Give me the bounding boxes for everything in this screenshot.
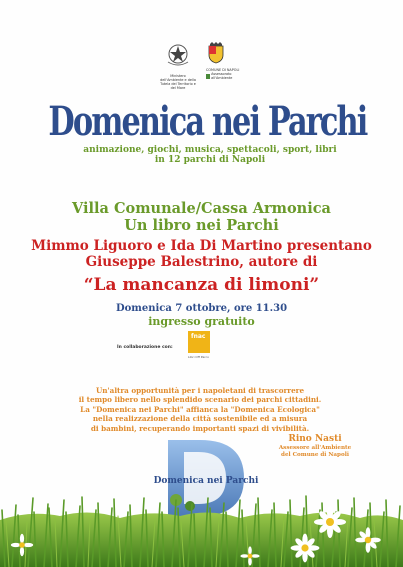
event-title: Domenica nei Parchi xyxy=(48,98,367,145)
book-title: “La mancanza di limoni” xyxy=(83,275,320,295)
fnac-label: fnac xyxy=(191,333,206,340)
entry-info: ingresso gratuito xyxy=(148,315,255,328)
message-line: di bambini, recuperando importanti spazi di vivibilità. xyxy=(90,423,310,433)
fnac-caption: Libri Off Parco xyxy=(188,355,209,359)
presenters-line-2: Giuseppe Balestrino, autore di xyxy=(85,254,318,270)
collab-label: In collaborazione con: xyxy=(117,345,173,350)
presenters-line-1: Mimmo Liguoro e Ida Di Martino presentano xyxy=(31,238,372,254)
venue: Villa Comunale/Cassa Armonica xyxy=(72,200,331,217)
ministry-caption: Ministero dell'Ambiente e della Tutela del Territorio e del Mare xyxy=(160,74,196,90)
message-line: nella realizzazione della città sostenibile ed a misura xyxy=(92,414,308,424)
message-line: Un'altra opportunità per i napoletani di trascorrere xyxy=(95,386,305,395)
message-line: La "Domenica nei Parchi" affianca la "Domenica Ecologica" xyxy=(80,404,320,414)
comune-label: COMUNE DI NAPOLI xyxy=(206,68,240,72)
signature-name: Rino Nasti xyxy=(288,434,342,444)
event-date: Domenica 7 ottobre, ore 11.30 xyxy=(115,303,288,314)
signature-role-line-2: del Comune di Napoli xyxy=(281,452,349,458)
subtitle-line-2: in 12 parchi di Napoli xyxy=(154,155,266,165)
signature-role-line-1: Assessore all'Ambiente xyxy=(278,445,352,451)
brand-label: Domenica nei Parchi xyxy=(153,476,259,486)
comune-dept: Assessorato all'Ambiente xyxy=(211,72,233,80)
message-line: il tempo libero nello splendido scenario dei parchi cittadini. xyxy=(78,395,322,405)
program-name: Un libro nei Parchi xyxy=(124,217,279,234)
subtitle-line-1: animazione, giochi, musica, spettacoli, sport, libri xyxy=(83,145,337,155)
